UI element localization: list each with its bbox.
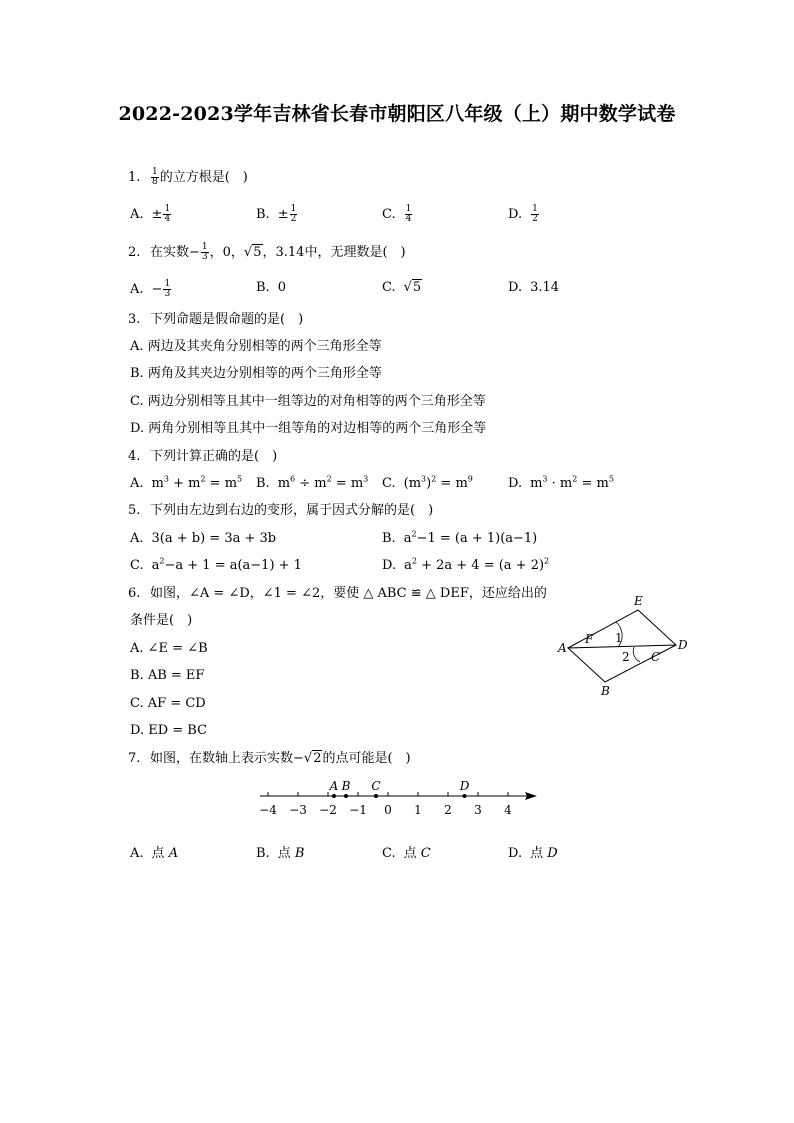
point-label-A: A: [329, 779, 339, 793]
page-title: 2022-2023学年吉林省长春市朝阳区八年级（上）期中数学试卷: [118, 103, 676, 125]
question-number: 3.: [128, 312, 141, 327]
question-number: 7.: [128, 751, 141, 766]
option-c[interactable]: C. $(m^3)^2 = m^9$: [382, 474, 473, 491]
option-b[interactable]: B. 0: [256, 280, 286, 295]
point-C: [374, 794, 378, 798]
label-F: F: [585, 632, 594, 646]
tick-label: 4: [504, 803, 512, 817]
option-a[interactable]: A. $m^3 + m^2 = m^5$: [130, 474, 243, 491]
option-c[interactable]: C. $a^2-a + 1 = a(a-1) + 1$: [130, 556, 302, 573]
label-2: 2: [622, 650, 630, 664]
tick-label: −1: [349, 803, 367, 817]
question-number: 2.: [128, 245, 141, 260]
tick-label: 2: [444, 803, 452, 817]
option-c[interactable]: C. 点 C: [382, 846, 431, 861]
question-6-continued: 条件是( ): [130, 613, 193, 628]
question-number: 6.: [128, 586, 141, 601]
option-d[interactable]: D. $a^2 + 2a + 4 = (a + 2)^2$: [382, 556, 550, 573]
option-a[interactable]: A. 3(a + b) = 3a + 3b: [130, 531, 277, 546]
point-B: [344, 794, 348, 798]
question-text: 的立方根是( ): [159, 170, 248, 185]
question-number: 5.: [128, 503, 141, 518]
question-number: 1.: [128, 170, 141, 185]
tick-label: 1: [414, 803, 422, 817]
tick-label: 0: [384, 803, 392, 817]
option-b[interactable]: B. $a^2-1 = (a + 1)(a-1)$: [382, 529, 538, 546]
option-c[interactable]: C. AF = CD: [130, 696, 206, 711]
option-a[interactable]: A. ∠E = ∠B: [130, 641, 208, 656]
option-c[interactable]: C. 两边分别相等且其中一组等边的对角相等的两个三角形全等: [130, 394, 486, 409]
option-d[interactable]: D. $\frac{1}{2}$: [508, 204, 538, 224]
option-c[interactable]: C. $\frac{1}{4}$: [382, 204, 412, 224]
option-a[interactable]: A. − $\frac{1}{3}$: [130, 279, 171, 299]
option-a[interactable]: A. ± $\frac{1}{4}$: [130, 204, 171, 224]
question-3: 3. 下列命题是假命题的是( ): [128, 312, 304, 327]
triangle-figure: [550, 590, 700, 700]
number-line: [255, 774, 545, 824]
angle-2-arc: [633, 647, 640, 662]
option-d[interactable]: D. 3.14: [508, 280, 560, 295]
question-5: 5. 下列由左边到右边的变形，属于因式分解的是( ): [128, 503, 434, 518]
question-7: 7. 如图，在数轴上表示实数−√2的点可能是( ): [128, 751, 411, 766]
fraction: $\frac{1}{8}$: [152, 167, 158, 187]
tick-label: 3: [474, 803, 482, 817]
option-d[interactable]: D. 两角分别相等且其中一组等角的对边相等的两个三角形全等: [130, 421, 487, 436]
point-label-C: C: [371, 779, 381, 793]
label-E: E: [634, 594, 643, 608]
question-6: 6. 如图，∠A = ∠D，∠1 = ∠2，要使 △ ABC ≌ △ DEF，还应给出的: [128, 586, 547, 601]
question-4: 4. 下列计算正确的是( ): [128, 449, 278, 464]
tick-label: −3: [289, 803, 307, 817]
label-A: A: [558, 641, 567, 655]
tick-label: −2: [319, 803, 337, 817]
option-b[interactable]: B. 两角及其夹边分别相等的两个三角形全等: [130, 366, 382, 381]
option-b[interactable]: B. $m^6 \div m^2 = m^3$: [256, 474, 369, 491]
question-number: 4.: [128, 449, 141, 464]
option-b[interactable]: B. AB = EF: [130, 668, 205, 683]
label-C: C: [651, 650, 661, 664]
label-D: D: [678, 638, 688, 652]
point-label-D: D: [459, 779, 470, 793]
point-D: [463, 794, 467, 798]
option-a[interactable]: A. 点 A: [130, 846, 179, 861]
option-d[interactable]: D. ED = BC: [130, 723, 208, 738]
option-b[interactable]: B. 点 B: [256, 846, 305, 861]
point-label-B: B: [341, 779, 351, 793]
option-d[interactable]: D. 点 D: [508, 846, 558, 861]
option-b[interactable]: B. ± $\frac{1}{2}$: [256, 204, 297, 224]
option-c[interactable]: C. √5: [382, 280, 422, 295]
figure-lines: [568, 610, 676, 682]
point-A: [332, 794, 336, 798]
label-B: B: [601, 684, 610, 698]
option-a[interactable]: A. 两边及其夹角分别相等的两个三角形全等: [130, 339, 382, 354]
tick-label: −4: [259, 803, 277, 817]
label-1: 1: [615, 631, 623, 645]
option-d[interactable]: D. $m^3 \cdot m^2 = m^5$: [508, 474, 614, 491]
question-2: 2. 在实数− $\frac{1}{3}$ ，0，√5，3.14中，无理数是( ): [128, 242, 406, 262]
question-1: [128, 168, 248, 187]
